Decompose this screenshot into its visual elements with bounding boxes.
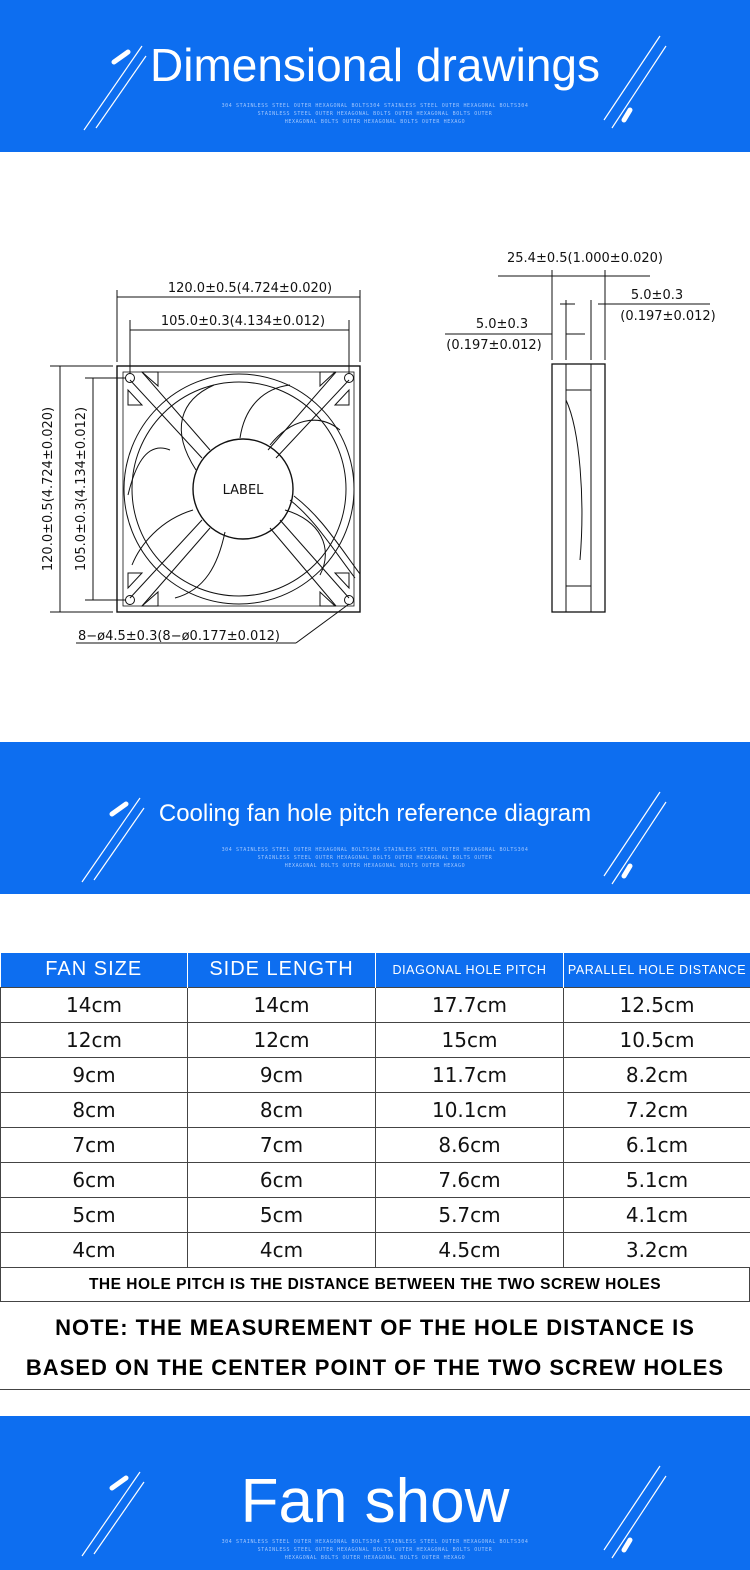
table-cell: 4cm xyxy=(188,1232,376,1267)
hole-spec-label: 8−ø4.5±0.3(8−ø0.177±0.012) xyxy=(78,629,280,644)
banner-fine-print: 304 STAINLESS STEEL OUTER HEXAGONAL BOLTS304 STAINLESS STEEL OUTER HEXAGONAL BOLTS304 STAINLESS STEEL OUTER HEXAGONAL BOLTS OUTER HEXAGONAL BOLTS OUTER HEXAGONAL BOLTS OUTER HEXAGONAL BOLTS OUTER HEXAGO xyxy=(221,103,529,125)
table-cell: 4.1cm xyxy=(564,1197,750,1232)
hole-pitch-table xyxy=(0,953,750,1268)
table-cell: 15cm xyxy=(376,1022,564,1057)
side-left-in-label: (0.197±0.012) xyxy=(446,338,542,353)
hole-pitch-table-section xyxy=(0,953,750,1390)
table-cell: 5cm xyxy=(188,1197,376,1232)
fan-show-banner xyxy=(0,1416,750,1570)
table-cell: 7cm xyxy=(1,1127,188,1162)
hole-pitch-definition-note: THE HOLE PITCH IS THE DISTANCE BETWEEN THE TWO SCREW HOLES xyxy=(0,1268,750,1302)
table-row xyxy=(1,1057,750,1092)
table-cell: 4.5cm xyxy=(376,1232,564,1267)
hub-label: LABEL xyxy=(222,483,264,498)
table-cell: 6.1cm xyxy=(564,1127,750,1162)
table-row xyxy=(1,1232,750,1267)
table-cell: 6cm xyxy=(188,1162,376,1197)
width-outer-label: 120.0±0.5(4.724±0.020) xyxy=(167,281,333,296)
table-cell: 6cm xyxy=(1,1162,188,1197)
hole-pitch-banner xyxy=(0,742,750,894)
column-header-fan-size: FAN SIZE xyxy=(1,953,188,987)
dimensional-drawings-banner xyxy=(0,0,750,152)
pen-stroke-decoration-left xyxy=(78,780,148,890)
table-cell: 8cm xyxy=(1,1092,188,1127)
side-thickness-label: 25.4±0.5(1.000±0.020) xyxy=(507,251,663,266)
table-cell: 17.7cm xyxy=(376,987,564,1022)
table-cell: 7cm xyxy=(188,1127,376,1162)
table-cell: 5.7cm xyxy=(376,1197,564,1232)
table-cell: 8.2cm xyxy=(564,1057,750,1092)
table-row xyxy=(1,1162,750,1197)
side-left-mm-label: 5.0±0.3 xyxy=(475,317,529,332)
table-cell: 3.2cm xyxy=(564,1232,750,1267)
column-header-side-length: SIDE LENGTH xyxy=(188,953,376,987)
measurement-note-line: NOTE: THE MEASUREMENT OF THE HOLE DISTANCE IS xyxy=(55,1314,695,1340)
table-row xyxy=(1,1127,750,1162)
width-inner-label: 105.0±0.3(4.134±0.012) xyxy=(160,314,326,329)
table-cell: 8cm xyxy=(188,1092,376,1127)
table-cell: 12cm xyxy=(188,1022,376,1057)
side-right-in-label: (0.197±0.012) xyxy=(620,309,716,324)
measurement-note-line: BASED ON THE CENTER POINT OF THE TWO SCREW HOLES xyxy=(25,1354,725,1380)
height-inner-label: 105.0±0.3(4.134±0.012) xyxy=(74,406,89,572)
table-cell: 9cm xyxy=(188,1057,376,1092)
measurement-note xyxy=(0,1302,750,1390)
banner-fine-print: 304 STAINLESS STEEL OUTER HEXAGONAL BOLTS304 STAINLESS STEEL OUTER HEXAGONAL BOLTS304 STAINLESS STEEL OUTER HEXAGONAL BOLTS OUTER HEXAGONAL BOLTS OUTER HEXAGONAL BOLTS OUTER HEXAGONAL BOLTS OUTER HEXAGO xyxy=(221,1539,529,1561)
table-cell: 5.1cm xyxy=(564,1162,750,1197)
banner-title: Fan show xyxy=(240,1467,510,1536)
column-header-diagonal-hole-pitch: DIAGONAL HOLE PITCH xyxy=(376,953,564,987)
table-row xyxy=(1,1197,750,1232)
table-cell: 9cm xyxy=(1,1057,188,1092)
table-cell: 11.7cm xyxy=(376,1057,564,1092)
side-right-mm-label: 5.0±0.3 xyxy=(630,288,684,303)
table-cell: 4cm xyxy=(1,1232,188,1267)
table-row xyxy=(1,987,750,1022)
table-cell: 5cm xyxy=(1,1197,188,1232)
table-cell: 7.2cm xyxy=(564,1092,750,1127)
banner-title: Dimensional drawings xyxy=(150,39,600,91)
banner-fine-print: 304 STAINLESS STEEL OUTER HEXAGONAL BOLTS304 STAINLESS STEEL OUTER HEXAGONAL BOLTS304 STAINLESS STEEL OUTER HEXAGONAL BOLTS OUTER HEXAGONAL BOLTS OUTER HEXAGONAL BOLTS OUTER HEXAGONAL BOLTS OUTER HEXAGO xyxy=(221,847,529,869)
fan-dimensional-drawing xyxy=(0,152,750,742)
banner-title: Cooling fan hole pitch reference diagram xyxy=(158,800,592,827)
column-header-parallel-hole-distance: PARALLEL HOLE DISTANCE xyxy=(564,953,750,987)
table-row xyxy=(1,1092,750,1127)
table-cell: 12.5cm xyxy=(564,987,750,1022)
height-outer-label: 120.0±0.5(4.724±0.020) xyxy=(41,406,56,572)
table-cell: 10.5cm xyxy=(564,1022,750,1057)
table-row xyxy=(1,1022,750,1057)
table-cell: 14cm xyxy=(188,987,376,1022)
table-cell: 10.1cm xyxy=(376,1092,564,1127)
table-cell: 14cm xyxy=(1,987,188,1022)
table-cell: 7.6cm xyxy=(376,1162,564,1197)
table-header-row xyxy=(1,953,750,987)
table-cell: 8.6cm xyxy=(376,1127,564,1162)
table-cell: 12cm xyxy=(1,1022,188,1057)
